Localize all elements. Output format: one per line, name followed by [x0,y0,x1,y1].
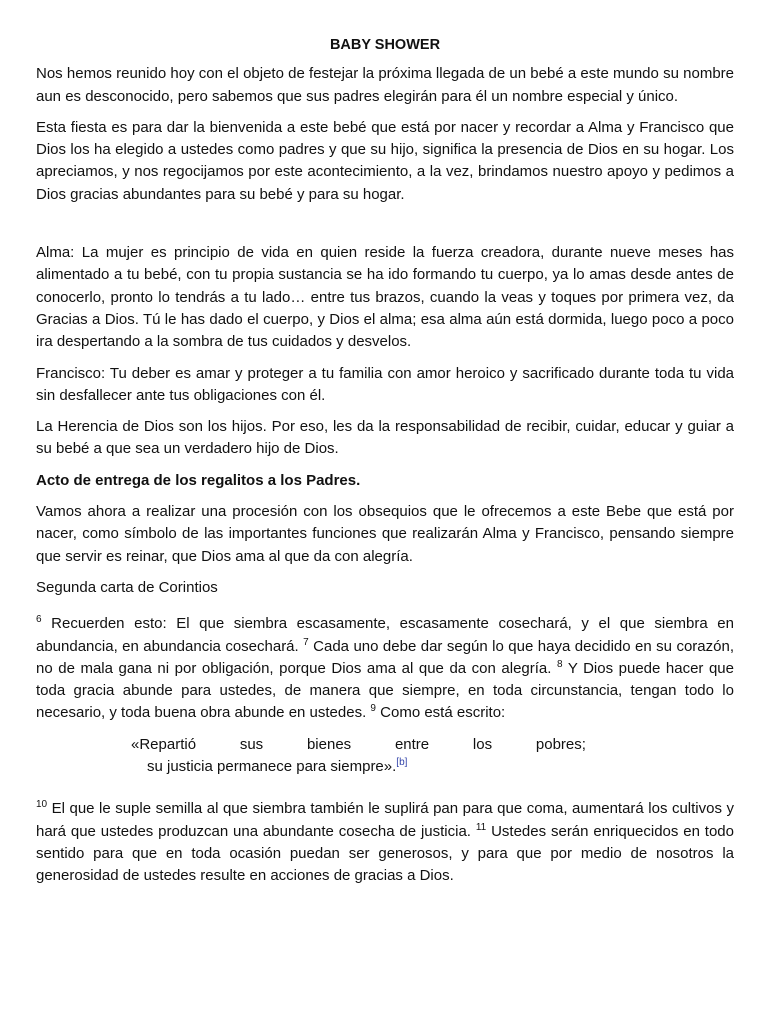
welcome-paragraph: Esta fiesta es para dar la bienvenida a este bebé que está por nacer y recordar a Alma y Francisco que Dios los ha elegido a ustedes como padres y que su hijo, significa la presencia de Dios en su hogar. Los apreciamos, y nos regocijamos por este acontecimiento, a la vez, brindamos nuestro apoyo y pedimos a Dios gracias abundantes para su bebé y para su hogar. [36,118,734,203]
verse-number: 6 [36,614,42,626]
verse-number: 11 [475,821,487,833]
spacer [36,215,734,242]
verse-number: 8 [556,658,563,670]
quote-word: pobres; [535,735,586,753]
verse-text: Y Dios puede hacer que toda gracia abunde para ustedes, de manera que siempre, en toda circunstancia, tengan todo lo necesario, y toda buena obra abunde en ustedes. [36,659,734,722]
quote-line-2-text: su justicia permanece para siempre». [147,758,397,776]
verse-number: 10 [36,799,48,811]
quote-word: entre [394,735,430,753]
quote-word: los [472,735,493,753]
intro-paragraph: Nos hemos reunido hoy con el objeto de festejar la próxima llegada de un bebé a este mundo su nombre aun es desconocido, pero sabemos que sus padres elegirán para él un nombre especial y único. [36,65,734,105]
verse-number: 9 [370,703,376,715]
document-title: BABY SHOWER [329,37,441,53]
verse-text: Cada uno debe dar según lo que haya decidido en su corazón, no de mala gana ni por obligación, porque Dios ama al que da con alegría. [36,637,735,677]
quote-line-1 [131,734,586,756]
quote-word: bienes [306,735,352,753]
quote-line-2 [147,756,734,778]
corinthians-heading: Segunda carta de Corintios [36,578,218,596]
scripture-quote [36,734,734,779]
final-verses-paragraph [36,798,734,887]
verse-number: 7 [303,636,309,648]
document-page [36,34,734,897]
verse-text: Como está escrito: [375,704,506,722]
inheritance-paragraph: La Herencia de Dios son los hijos. Por eso, les da la responsabilidad de recibir, cuidar, educar y guiar a su bebé a que sea un verdadero hijo de Dios. [36,418,734,458]
francisco-paragraph: Francisco: Tu deber es amar y proteger a tu familia con amor heroico y sacrificado durante toda tu vida sin desfallecer ante tus obligaciones con él. [36,364,734,404]
verse-text: El que le suple semilla al que siembra también le suplirá pan para que coma, aumentará los cultivos y hará que ustedes produzcan una abundante cosecha de justicia. [36,800,734,840]
verse-text: Ustedes serán enriquecidos en todo sentido para que en toda ocasión puedan ser generosos, y para que por medio de nosotros la generosidad de ustedes resulte en acciones de gracias a Dios. [36,822,734,885]
procession-paragraph: Vamos ahora a realizar una procesión con los obsequios que le ofrecemos a este Bebe que está por nacer, como símbolo de las importantes funciones que realizarán Alma y Francisco, pensando siempre que servir es reinar, que Dios ama al que da con alegría. [36,503,734,565]
verses-paragraph [36,613,734,724]
quote-word: sus [239,735,264,753]
gifts-heading: Acto de entrega de los regalitos a los Padres. [36,471,361,489]
quote-word: «Repartió [131,735,197,753]
alma-paragraph: Alma: La mujer es principio de vida en quien reside la fuerza creadora, durante nueve meses has alimentado a tu bebé, con tu propia sustancia se ha ido formando tu cuerpo, ya lo amas desde antes de conocerlo, pronto lo tendrás a tu lado… entre tus brazos, cuando la veas y toques por primera vez, da Gracias a Dios. Tú le has dado el cuerpo, y Dios el alma; esa alma aún está dormida, luego poco a poco ira despertando a la sombra de tus cuidados y desvelos. [36,244,734,351]
verse-text: Recuerden esto: El que siembra escasamente, escasamente cosechará, y el que siembra en abundancia, en abundancia cosechará. [36,615,734,655]
footnote-link[interactable]: [b] [396,757,408,769]
